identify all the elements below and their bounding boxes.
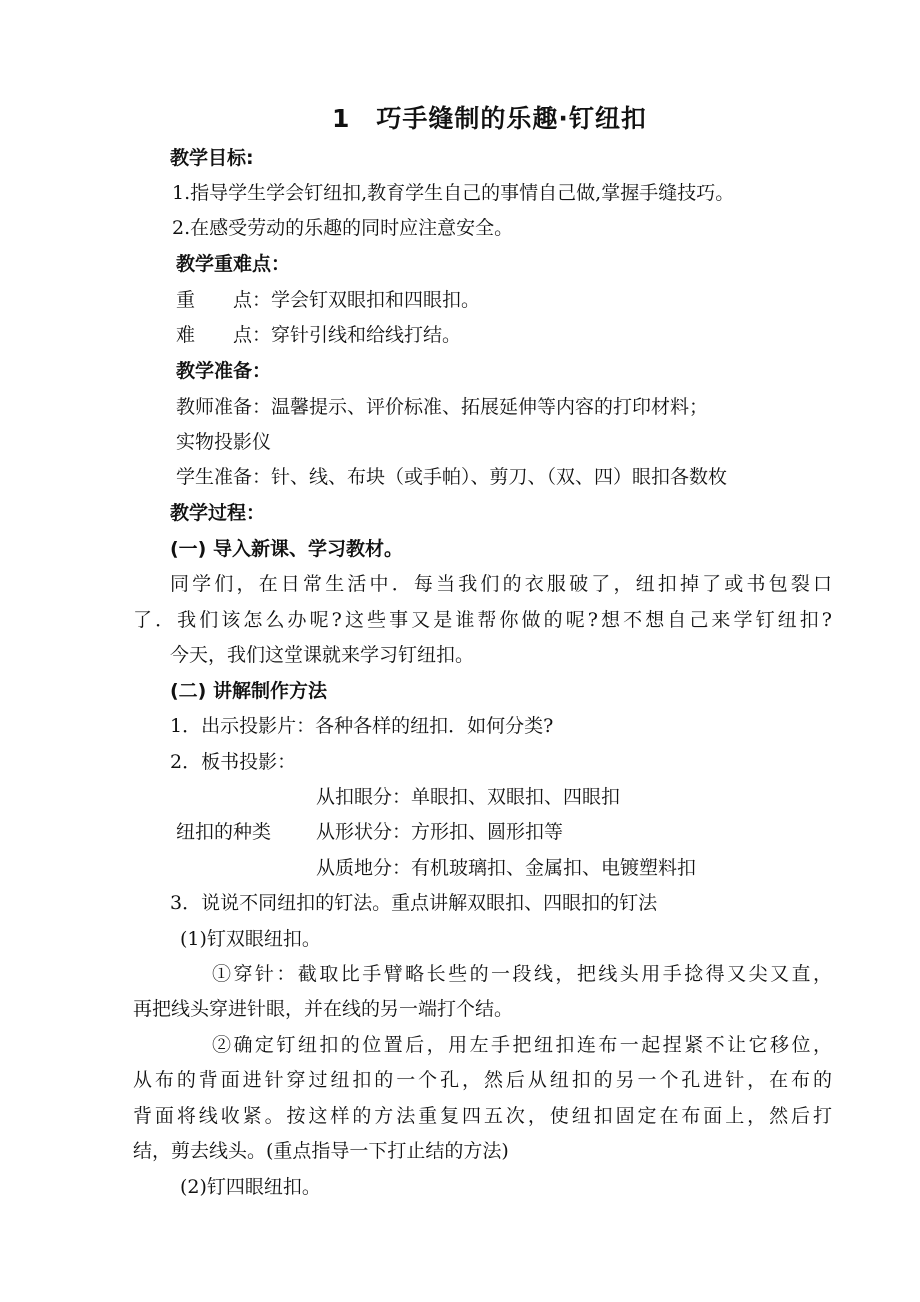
class-label: 纽扣的种类 bbox=[176, 821, 272, 843]
difficult-point-label: 难 点： bbox=[176, 324, 272, 346]
prep-heading: 教学准备： bbox=[176, 360, 272, 382]
difficult-point-text: 穿针引线和给线打结。 bbox=[271, 324, 462, 346]
sub-step-2: (2)钉四眼纽扣。 bbox=[180, 1176, 321, 1198]
class-by-eyes: 从扣眼分：单眼扣、双眼扣、四眼扣 bbox=[316, 786, 621, 808]
difficult-point-row bbox=[176, 323, 461, 347]
process-heading: 教学过程： bbox=[170, 502, 266, 524]
class-by-shape: 从形状分：方形扣、圆形扣等 bbox=[316, 821, 564, 843]
key-point-row bbox=[176, 288, 480, 312]
step-1: 1．出示投影片：各种各样的纽扣．如何分类? bbox=[170, 715, 554, 737]
objective-2: 2.在感受劳动的乐趣的同时应注意安全。 bbox=[172, 217, 514, 239]
sub-step-1: (1)钉双眼纽扣。 bbox=[180, 928, 321, 950]
student-prep: 学生准备：针、线、布块（或手帕）、剪刀、（双、四）眼扣各数枚 bbox=[176, 466, 728, 488]
objective-1: 1.指导学生学会钉纽扣,教育学生自己的事情自己做,掌握手缝技巧。 bbox=[172, 182, 735, 204]
step-2: 2．板书投影： bbox=[170, 751, 297, 773]
section-1-heading: (一) 导入新课、学习教材。 bbox=[170, 538, 403, 560]
key-point-label: 重 点： bbox=[176, 289, 272, 311]
step-3: 3．说说不同纽扣的钉法。重点讲解双眼扣、四眼扣的钉法 bbox=[170, 892, 658, 914]
teacher-prep: 教师准备：温馨提示、评价标准、拓展延伸等内容的打印材料； bbox=[176, 396, 709, 418]
para-b-line-4: 结，剪去线头。(重点指导一下打止结的方法) bbox=[133, 1140, 509, 1162]
para-b-line-1: ②确定钉纽扣的位置后，用左手把纽扣连布一起捏紧不让它移位， bbox=[212, 1034, 832, 1056]
key-point-text: 学会钉双眼扣和四眼扣。 bbox=[271, 289, 481, 311]
intro-line-1: 同学们，在日常生活中．每当我们的衣服破了，纽扣掉了或书包裂口 bbox=[170, 573, 832, 595]
document-title: 1 巧手缝制的乐趣·钉纽扣 bbox=[332, 104, 647, 133]
para-a-line-1: ①穿针：截取比手臂略长些的一段线，把线头用手捻得又尖又直， bbox=[212, 963, 832, 985]
intro-line-3: 今天，我们这堂课就来学习钉纽扣。 bbox=[170, 644, 475, 666]
para-b-line-3: 背面将线收紧。按这样的方法重复四五次，使纽扣固定在布面上，然后打 bbox=[133, 1105, 832, 1127]
para-a-line-2: 再把线头穿进针眼，并在线的另一端打个结。 bbox=[133, 998, 514, 1020]
section-2-heading: (二) 讲解制作方法 bbox=[170, 680, 327, 702]
class-by-material: 从质地分：有机玻璃扣、金属扣、电镀塑料扣 bbox=[316, 857, 697, 879]
key-points-heading: 教学重难点： bbox=[176, 253, 291, 275]
teacher-prep-2: 实物投影仪 bbox=[176, 431, 272, 453]
intro-line-2: 了．我们该怎么办呢?这些事又是谁帮你做的呢?想不想自己来学钉纽扣? bbox=[133, 609, 832, 631]
objectives-heading: 教学目标: bbox=[170, 147, 254, 169]
para-b-line-2: 从布的背面进针穿过纽扣的一个孔，然后从纽扣的另一个孔进针，在布的 bbox=[133, 1069, 832, 1091]
